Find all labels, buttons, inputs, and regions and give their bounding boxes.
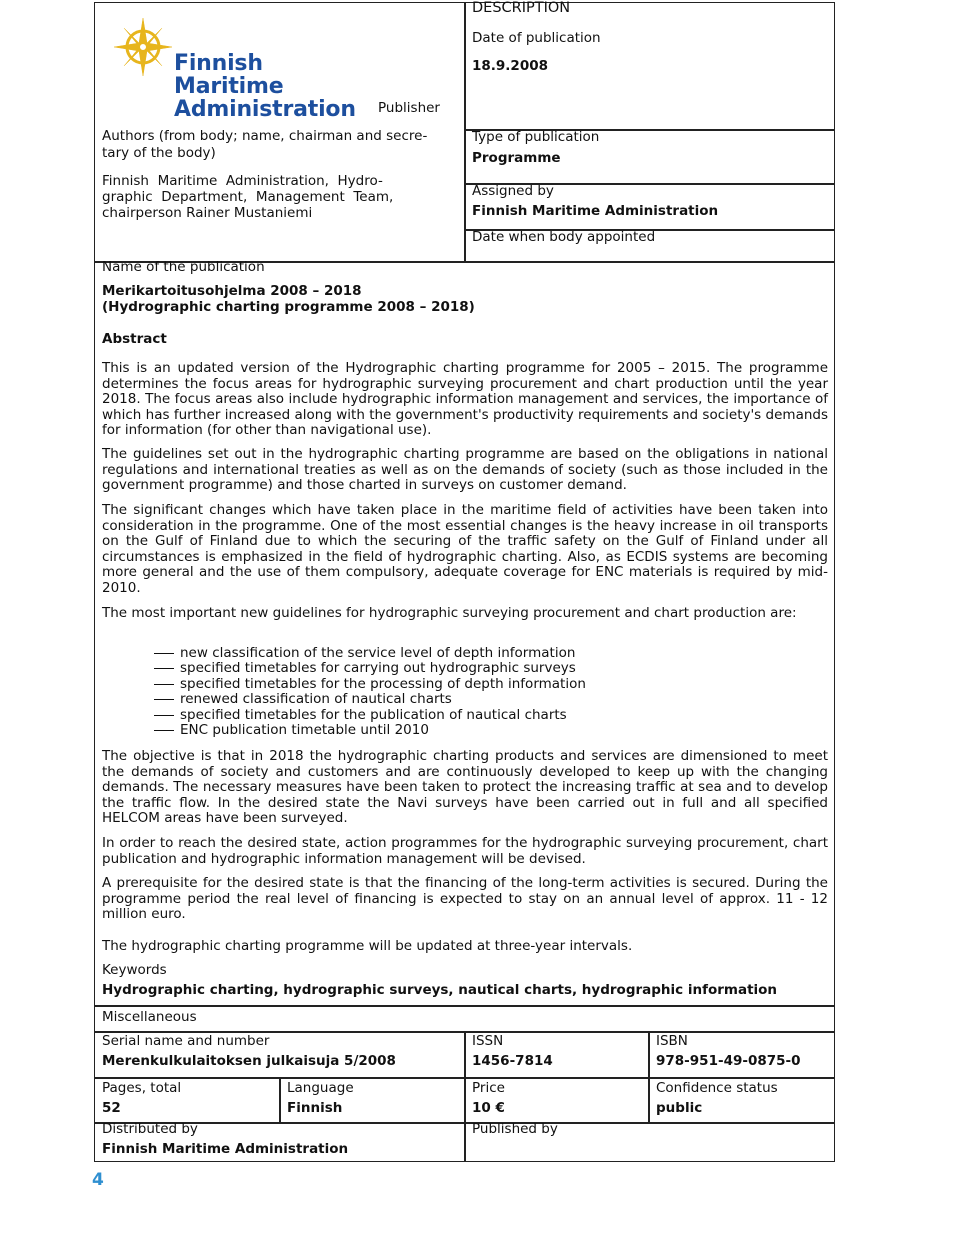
price-value: 10 € (472, 1100, 505, 1116)
assigned-label: Assigned by (472, 183, 554, 199)
publisher-label: Publisher (378, 100, 440, 116)
name-line1: Merikartoitusohjelma 2008 – 2018 (102, 283, 362, 299)
serial-label: Serial name and number (102, 1033, 270, 1049)
isbn-value: 978-951-49-0875-0 (656, 1053, 801, 1069)
serial-value: Merenkulkulaitoksen julkaisuja 5/2008 (102, 1053, 396, 1069)
keywords-label: Keywords (102, 962, 167, 978)
logo-line-1: Finnish Maritime (174, 51, 284, 99)
authors-value-line3: chairperson Rainer Mustaniemi (102, 205, 313, 221)
page-number: 4 (92, 1170, 104, 1190)
dash-marker (154, 730, 174, 731)
dash-marker (154, 699, 174, 700)
header-divider-vertical (464, 2, 466, 262)
authors-label-line1: Authors (from body; name, chairman and secre- (102, 128, 428, 144)
authors-value-line1: Finnish Maritime Administration, Hydro- (102, 173, 383, 189)
language-value: Finnish (287, 1100, 343, 1116)
divider-col2 (464, 1031, 466, 1162)
list-item-text: specified timetables for the processing of depth information (180, 675, 586, 692)
distributed-value: Finnish Maritime Administration (102, 1141, 349, 1157)
logo-wordmark (174, 52, 362, 121)
abstract-paragraph-4: The most important new guidelines for hydrographic surveying procurement and chart production are: (102, 605, 797, 621)
confidence-label: Confidence status (656, 1080, 778, 1096)
list-item-text: ENC publication timetable until 2010 (180, 722, 429, 739)
authors-label-line2: tary of the body) (102, 145, 216, 161)
abstract-paragraph-2: The guidelines set out in the hydrographic charting programme are based on the obligations in national regulations and international treaties as well as on the demands of society (such as those included in the government programme) and those charted in surveys on customer demand. (102, 446, 828, 494)
dash-marker (154, 653, 174, 654)
type-label: Type of publication (472, 129, 600, 145)
pages-value: 52 (102, 1100, 121, 1116)
dash-marker (154, 668, 174, 669)
abstract-paragraph-5: The objective is that in 2018 the hydrographic charting products and services are dimensioned to meet the demands of society and customers and are continuously developed to keep up with the changing demands. The necessary measures have been taken to protect the increasing traffic at sea and to develop the traffic flow. In the desired state the Navi surveys have been carried out in full and all specified HELCOM areas have been surveyed. (102, 748, 828, 827)
authors-value-line2: graphic Department, Management Team, (102, 189, 394, 205)
divider-col1b (279, 1077, 281, 1123)
guidelines-list (102, 646, 702, 738)
isbn-label: ISBN (656, 1033, 688, 1049)
name-label: Name of the publication (102, 259, 265, 275)
list-item (102, 692, 702, 707)
abstract-label: Abstract (102, 331, 167, 347)
list-item (102, 661, 702, 676)
list-item-text: specified timetables for the publication of nautical charts (180, 706, 567, 723)
issn-label: ISSN (472, 1033, 504, 1049)
compass-rose-icon (112, 14, 174, 84)
date-value: 18.9.2008 (472, 58, 549, 74)
abstract-paragraph-6: In order to reach the desired state, action programmes for the hydrographic surveying procurement, chart publication and hydrographic information management will be devised. (102, 835, 828, 867)
divider-pages (94, 1122, 835, 1124)
list-item (102, 677, 702, 692)
description-heading: DESCRIPTION (472, 0, 571, 16)
date-label: Date of publication (472, 30, 601, 46)
issn-value: 1456-7814 (472, 1053, 553, 1069)
published-label: Published by (472, 1121, 558, 1137)
list-item-text: new classification of the service level of depth information (180, 645, 576, 661)
list-item-text: renewed classification of nautical charts (180, 691, 452, 708)
price-label: Price (472, 1080, 505, 1096)
list-item (102, 646, 702, 661)
pages-label: Pages, total (102, 1080, 182, 1096)
assigned-value: Finnish Maritime Administration (472, 203, 719, 219)
type-value: Programme (472, 150, 561, 166)
distributed-label: Distributed by (102, 1121, 198, 1137)
confidence-value: public (656, 1100, 703, 1116)
abstract-paragraph-1: This is an updated version of the Hydrographic charting programme for 2005 – 2015. The programme determines the focus areas for hydrographic surveying procurement and chart production until the year 2018. The focus areas also include hydrographic information management and services, the importance of which has further increased along with the government's productivity requirements and society's demands for information (for other than navigational use). (102, 360, 828, 439)
list-item-text: specified timetables for carrying out hydrographic surveys (180, 660, 576, 677)
fma-logo (112, 14, 362, 122)
divider-col3 (648, 1031, 650, 1123)
divider-keywords (94, 1005, 835, 1007)
misc-label: Miscellaneous (102, 1009, 197, 1025)
list-item (102, 708, 702, 723)
keywords-value: Hydrographic charting, hydrographic surveys, nautical charts, hydrographic information (102, 982, 778, 998)
language-label: Language (287, 1080, 354, 1096)
logo-line-2: Administration (174, 97, 356, 122)
name-line2: (Hydrographic charting programme 2008 – 2018) (102, 299, 475, 315)
abstract-paragraph-8: The hydrographic charting programme will be updated at three-year intervals. (102, 938, 633, 954)
dash-marker (154, 684, 174, 685)
dash-marker (154, 715, 174, 716)
appointed-label: Date when body appointed (472, 229, 656, 245)
abstract-paragraph-3: The significant changes which have taken place in the maritime field of activities have been taken into consideration in the programme. One of the most essential changes is the heavy increase in oil transports on the Gulf of Finland due to which the securing of the traffic safety on the Gulf of Finland under all circumstances is emphasized in the field of hydrographic charting. Also, as ECDIS systems are becoming more general and the use of them compulsory, adequate coverage for ENC materials is required by mid-2010. (102, 502, 828, 596)
list-item (102, 723, 702, 738)
abstract-paragraph-7: A prerequisite for the desired state is that the financing of the long-term activities is secured. During the programme period the real level of financing is expected to stay on an annual level of approx. 11 - 12 million euro. (102, 875, 828, 923)
